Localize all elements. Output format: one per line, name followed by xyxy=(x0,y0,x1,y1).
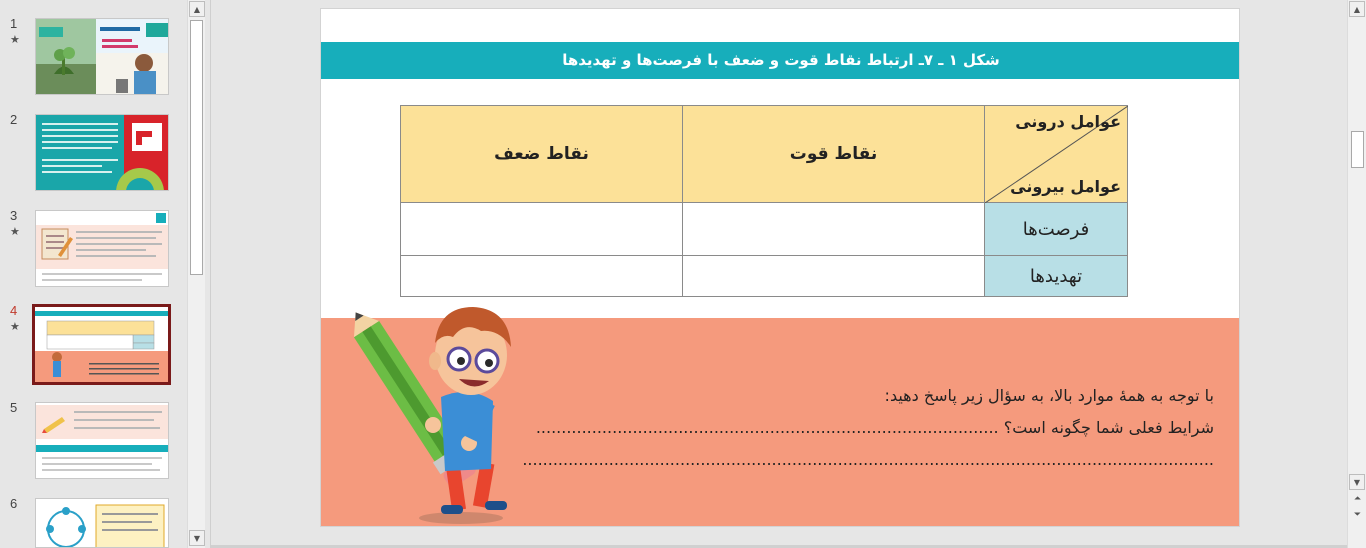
thumbnail-number: 1 xyxy=(10,16,18,31)
table-cell[interactable] xyxy=(683,203,985,256)
question-intro: با توجه به همهٔ موارد بالا، به سؤال زیر پاسخ دهید: xyxy=(884,386,1214,405)
table-cell[interactable] xyxy=(401,203,683,256)
scroll-down-icon[interactable]: ▼ xyxy=(189,530,205,546)
slide-thumbnail-5[interactable] xyxy=(35,402,169,479)
animation-star-icon: ★ xyxy=(10,225,20,238)
table-cell[interactable] xyxy=(401,256,683,297)
thumbnail-number: 6 xyxy=(10,496,18,511)
slide-banner-title[interactable]: شکل ۱ ـ ۷ـ ارتباط نقاط قوت و ضعف با فرصت‌ها و تهدیدها xyxy=(321,42,1240,79)
thumbnail-number: 5 xyxy=(10,400,18,415)
slide-canvas[interactable] xyxy=(320,8,1240,527)
table-cell[interactable] xyxy=(683,256,985,297)
slide-scrollbar-thumb[interactable] xyxy=(1351,131,1364,168)
strengths-header[interactable]: نقاط قوت xyxy=(683,106,985,203)
question-text: شرایط فعلی شما چگونه است؟ ........................................................................................... xyxy=(535,418,1214,437)
animation-star-icon: ★ xyxy=(10,33,20,46)
slide-thumbnail-1[interactable] xyxy=(35,18,169,95)
opportunities-row-header[interactable]: فرصت‌ها xyxy=(985,203,1128,256)
animation-star-icon: ★ xyxy=(10,320,20,333)
next-slide-icon[interactable]: ⏷ xyxy=(1353,510,1362,520)
slide-scrollbar[interactable] xyxy=(1347,0,1366,548)
slide-edit-area xyxy=(211,0,1347,548)
weaknesses-header[interactable]: نقاط ضعف xyxy=(401,106,683,203)
thumbnail-scrollbar[interactable] xyxy=(187,0,205,548)
table-corner-cell[interactable] xyxy=(985,106,1128,203)
boy-with-pencil-illustration[interactable] xyxy=(341,293,541,525)
scroll-down-icon[interactable]: ▼ xyxy=(1349,474,1365,490)
slide-thumbnail-6[interactable] xyxy=(35,498,169,548)
swot-table[interactable] xyxy=(400,105,1128,297)
thumbnail-number: 2 xyxy=(10,112,18,127)
thumbnail-number: 3 xyxy=(10,208,18,223)
threats-row-header[interactable]: تهدیدها xyxy=(985,256,1128,297)
thumbnail-scrollbar-thumb[interactable] xyxy=(190,20,203,275)
slide-thumbnail-2[interactable] xyxy=(35,114,169,191)
answer-line: ........................................................................................................................................ xyxy=(522,450,1214,469)
external-factors-label: عوامل بیرونی xyxy=(1010,177,1121,196)
slide-thumbnail-pane[interactable] xyxy=(0,0,205,548)
internal-factors-label: عوامل درونی xyxy=(1015,112,1121,131)
previous-slide-icon[interactable]: ⏶ xyxy=(1353,494,1362,504)
scroll-up-icon[interactable]: ▲ xyxy=(1349,1,1365,17)
slide-thumbnail-4-selected[interactable] xyxy=(32,304,171,385)
thumbnail-number: 4 xyxy=(10,303,18,318)
slide-thumbnail-3[interactable] xyxy=(35,210,169,287)
question-textbox[interactable] xyxy=(514,380,1214,476)
scroll-up-icon[interactable]: ▲ xyxy=(189,1,205,17)
